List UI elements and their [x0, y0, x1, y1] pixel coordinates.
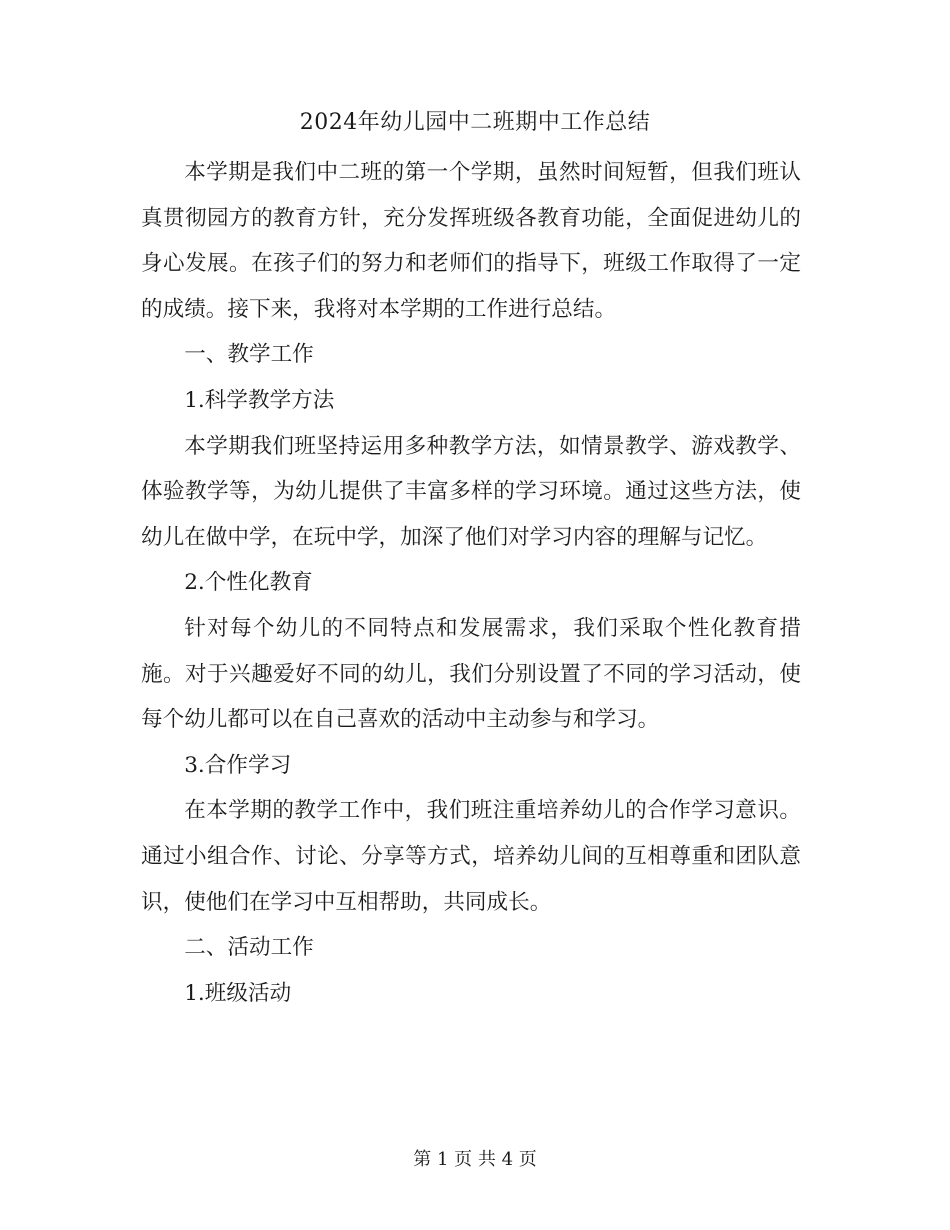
page-footer: 第 1 页 共 4 页 [413, 1149, 537, 1170]
section-heading-activities: 二、活动工作 [184, 935, 314, 961]
paragraph-scientific-methods: 本学期我们班坚持运用多种教学方法，如情景教学、游戏教学、体验教学等，为幼儿提供了丰富多样的学习环境。通过这些方法，使幼儿在做中学，在玩中学，加深了他们对学习内容的理解与记忆。 [141, 433, 801, 550]
section-heading-teaching: 一、教学工作 [184, 342, 314, 368]
subheading-cooperative-learning: 3.合作学习 [184, 752, 292, 778]
intro-paragraph: 本学期是我们中二班的第一个学期，虽然时间短暂，但我们班认真贯彻园方的教育方针，充分发挥班级各教育功能，全面促进幼儿的身心发展。在孩子们的努力和老师们的指导下，班级工作取得了一定的成绩。接下来，我将对本学期的工作进行总结。 [141, 160, 801, 322]
subheading-scientific-methods: 1.科学教学方法 [184, 387, 335, 413]
subheading-personalized-education: 2.个性化教育 [184, 570, 313, 596]
subheading-class-activities: 1.班级活动 [184, 980, 292, 1006]
document-body [141, 150, 801, 1016]
document-title: 2024年幼儿园中二班期中工作总结 [299, 110, 651, 135]
paragraph-cooperative-learning: 在本学期的教学工作中，我们班注重培养幼儿的合作学习意识。通过小组合作、讨论、分享等方式，培养幼儿间的互相尊重和团队意识，使他们在学习中互相帮助，共同成长。 [141, 798, 801, 915]
paragraph-personalized-education: 针对每个幼儿的不同特点和发展需求，我们采取个性化教育措施。对于兴趣爱好不同的幼儿，我们分别设置了不同的学习活动，使每个幼儿都可以在自己喜欢的活动中主动参与和学习。 [141, 615, 801, 733]
